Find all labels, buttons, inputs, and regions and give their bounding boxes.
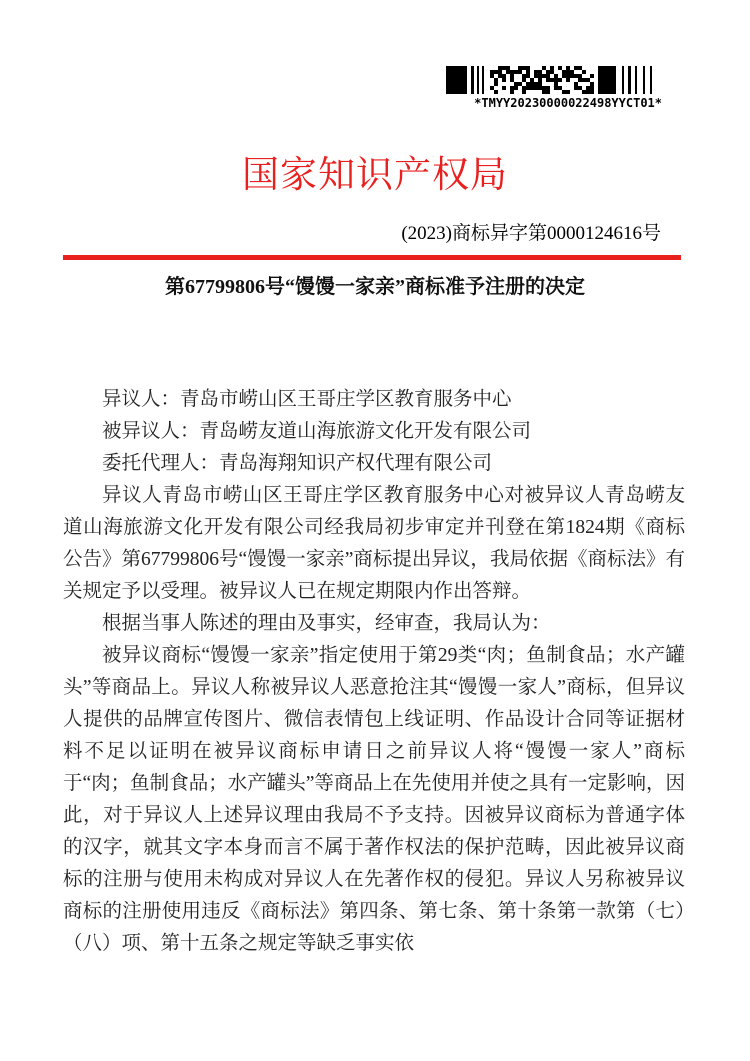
barcode — [446, 66, 662, 110]
party-name: 青岛海翔知识产权代理有限公司 — [219, 453, 493, 474]
party-name: 青岛市崂山区王哥庄学区教育服务中心 — [180, 389, 512, 410]
party-line-opponent — [63, 384, 685, 416]
paragraph-findings: 被异议商标“馒馒一家亲”指定使用于第29类“肉；鱼制食品；水产罐头”等商品上。异议人称被异议人恶意抢注其“馒馒一家人”商标，但异议人提供的品牌宣传图片、微信表情包上线证明、作品设计合同等证据材料不足以证明在被异议商标申请日之前异议人将“馒馒一家人”商标于“肉；鱼制食品；水产罐头”等商品上在先使用并使之具有一定影响，因此，对于异议人上述异议理由我局不予支持。因被异议商标为普通字体的汉字，就其文字本身而言不属于著作权法的保护范畴，因此被异议商标的注册与使用未构成对异议人在先著作权的侵犯。异议人另称被异议商标的注册使用违反《商标法》第四条、第七条、第十条第一款第（七）（八）项、第十五条之规定等缺乏事实依 — [63, 645, 685, 954]
red-divider — [63, 255, 681, 260]
paragraph-case-intro: 异议人青岛市崂山区王哥庄学区教育服务中心对被异议人青岛崂友道山海旅游文化开发有限公司经我局初步审定并刊登在第1824期《商标公告》第67799806号“馒馒一家亲”商标提出异议，我局依据《商标法》有关规定予以受理。被异议人已在规定期限内作出答辩。 — [63, 485, 685, 602]
party-label: 委托代理人： — [102, 453, 220, 474]
party-line-opposed — [63, 416, 685, 448]
document-body — [63, 384, 685, 960]
barcode-graphic — [446, 66, 662, 94]
decision-heading: 第67799806号“馒馒一家亲”商标准予注册的决定 — [165, 276, 585, 298]
party-line-agent — [63, 448, 685, 480]
party-label: 被异议人： — [102, 421, 200, 442]
barcode-text: *TMYY20230000022498YYCT01* — [474, 96, 662, 110]
party-name: 青岛崂友道山海旅游文化开发有限公司 — [199, 421, 532, 442]
party-label: 异议人： — [102, 389, 181, 410]
doc-number: (2023)商标异字第0000124616号 — [401, 223, 661, 244]
paragraph-review-intro: 根据当事人陈述的理由及事实，经审查，我局认为： — [102, 613, 551, 634]
agency-title: 国家知识产权局 — [242, 155, 508, 196]
